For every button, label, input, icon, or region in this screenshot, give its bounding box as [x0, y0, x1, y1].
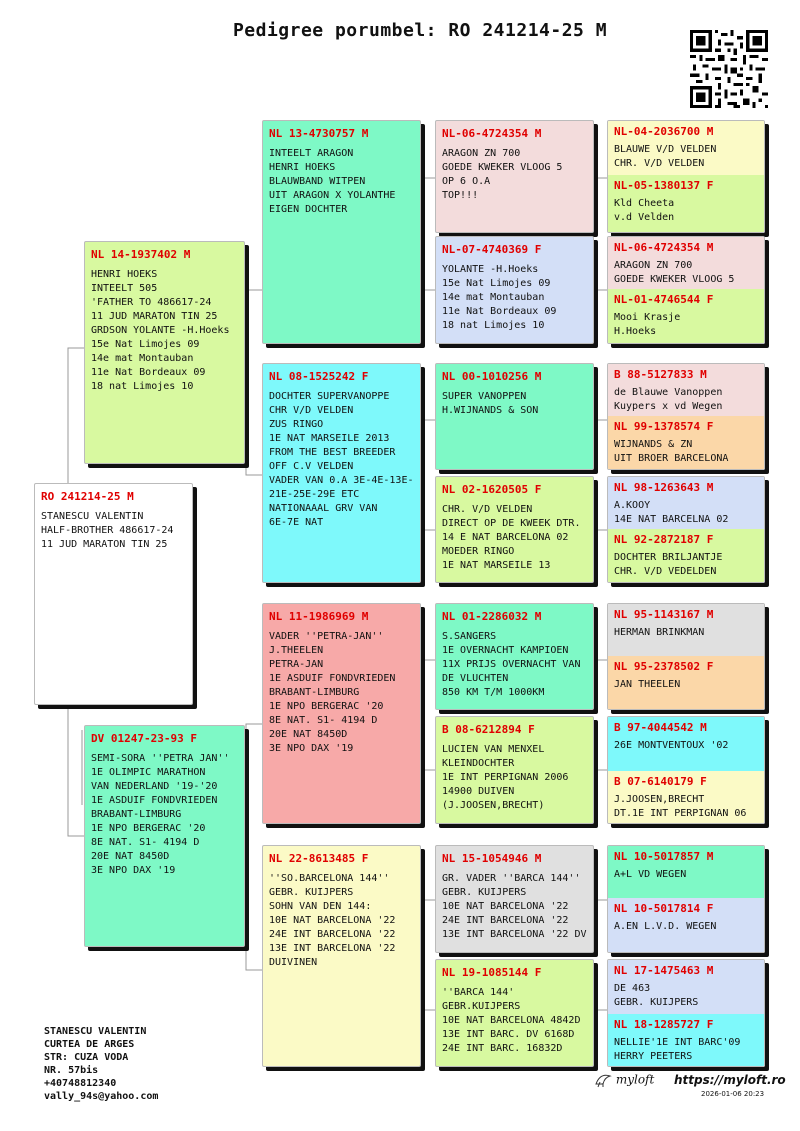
owner-line: NR. 57bis	[44, 1065, 99, 1076]
ancestor-male[interactable]	[608, 364, 764, 416]
detail-line: 14900 DUIVEN	[442, 786, 515, 797]
detail-line: 1E ASDUIF FONDVRIEDEN	[91, 795, 218, 806]
detail-line: ZUS RINGO	[269, 419, 324, 430]
detail-line: 14e mat Montauban	[91, 353, 194, 364]
owner-line: STANESCU VALENTIN	[44, 1026, 147, 1037]
detail-line: BRABANT-LIMBURG	[91, 809, 182, 820]
detail-line: ARAGON ZN 700	[614, 260, 693, 271]
ancestor-male[interactable]	[608, 960, 764, 1014]
ancestor-female[interactable]	[608, 416, 764, 469]
detail-line: SOHN VAN DEN 144:	[269, 901, 372, 912]
ancestor-female[interactable]	[608, 656, 764, 709]
detail-line: ''BARCA 144'	[442, 987, 515, 998]
detail-line: OFF C.V VELDEN	[269, 461, 354, 472]
detail-line: STANESCU VALENTIN	[41, 511, 144, 522]
great-grandparent-card[interactable]	[435, 236, 594, 344]
grandparent-card[interactable]	[262, 120, 421, 344]
detail-line: CHR. V/D VELDEN	[442, 504, 533, 515]
detail-line: 24E INT BARC. 16832D	[442, 1043, 563, 1054]
ancestor-female[interactable]	[608, 529, 764, 582]
ancestor-pair-card[interactable]	[607, 716, 765, 824]
detail-line: EIGEN DOCHTER	[269, 204, 348, 215]
detail-line: DT.1E INT PERPIGNAN 06	[614, 808, 747, 819]
detail-line: CHR. V/D VELDEN	[614, 158, 705, 169]
detail-line: 13E INT BARCELONA '22 DV	[442, 929, 587, 940]
detail-line: 18 nat Limojes 10	[442, 320, 545, 331]
detail-line: UIT BROER BARCELONA	[614, 453, 729, 464]
detail-line: 15e Nat Limojes 09	[442, 278, 551, 289]
detail-line: 1E NPO BERGERAC '20	[91, 823, 206, 834]
ring-number: NL 01-2286032 M	[442, 610, 542, 623]
ring-number: NL-07-4740369 F	[442, 243, 542, 256]
ring-number: NL 08-1525242 F	[269, 370, 369, 383]
detail-line: BRABANT-LIMBURG	[269, 687, 360, 698]
ring-number: B 08-6212894 F	[442, 723, 535, 736]
detail-line: ARAGON ZN 700	[442, 148, 521, 159]
great-grandparent-card[interactable]	[435, 476, 594, 583]
detail-line: 10E NAT BARCELONA 4842D	[442, 1015, 581, 1026]
ancestor-male[interactable]	[608, 846, 764, 898]
detail-line: 1E OVERNACHT KAMPIOEN	[442, 645, 569, 656]
qr-code-icon	[690, 30, 768, 108]
ring-number: NL-06-4724354 M	[614, 241, 714, 254]
ring-number: NL-01-4746544 F	[614, 293, 714, 306]
ring-number: NL 13-4730757 M	[269, 127, 369, 140]
ring-number: RO 241214-25 M	[41, 490, 134, 503]
detail-line: 'FATHER TO 486617-24	[91, 297, 212, 308]
ancestor-male[interactable]	[608, 717, 764, 771]
detail-line: Kuypers x vd Wegen	[614, 401, 723, 412]
ring-number: NL 02-1620505 F	[442, 483, 542, 496]
detail-line: GOEDE KWEKER VLOOG 5	[442, 162, 563, 173]
print-date: 2026-01-06 20:23	[701, 1090, 765, 1098]
grandparent-card[interactable]	[262, 363, 421, 583]
detail-line: LUCIEN VAN MENXEL	[442, 744, 545, 755]
detail-line: 10E NAT BARCELONA '22	[442, 901, 569, 912]
detail-line: H.WIJNANDS & SON	[442, 405, 539, 416]
detail-line: GRDSON YOLANTE -H.Hoeks	[91, 325, 230, 336]
detail-line: A.EN L.V.D. WEGEN	[614, 921, 717, 932]
ancestor-female[interactable]	[608, 898, 764, 952]
detail-line: NATIONAAAL GRV VAN	[269, 503, 378, 514]
owner-line: +40748812340	[44, 1078, 117, 1089]
great-grandparent-card[interactable]	[435, 603, 594, 710]
detail-line: 14e mat Montauban	[442, 292, 545, 303]
detail-line: CHR V/D VELDEN	[269, 405, 354, 416]
detail-line: TOP!!!	[442, 190, 479, 201]
detail-line: FROM THE BEST BREEDER	[269, 447, 396, 458]
ancestor-female[interactable]	[608, 289, 764, 343]
detail-line: 18 nat Limojes 10	[91, 381, 194, 392]
detail-line: 1E ASDUIF FONDVRIEDEN	[269, 673, 396, 684]
ring-number: NL 18-1285727 F	[614, 1018, 714, 1031]
detail-line: 24E INT BARCELONA '22	[442, 915, 569, 926]
great-grandparent-card[interactable]	[435, 959, 594, 1067]
detail-line: v.d Velden	[614, 212, 675, 223]
great-grandparent-card[interactable]	[435, 120, 594, 233]
detail-line: 15e Nat Limojes 09	[91, 339, 200, 350]
ring-number: NL 98-1263643 M	[614, 481, 714, 494]
detail-line: 850 KM T/M 1000KM	[442, 687, 545, 698]
ring-number: NL 10-5017814 F	[614, 902, 714, 915]
detail-line: OP 6 O.A	[442, 176, 491, 187]
detail-line: DE 463	[614, 983, 651, 994]
detail-line: CHR. V/D VEDELDEN	[614, 566, 717, 577]
detail-line: DOCHTER SUPERVANOPPE	[269, 391, 390, 402]
detail-line: 13E INT BARCELONA '22	[269, 943, 396, 954]
detail-line: DE VLUCHTEN	[442, 673, 509, 684]
ancestor-female[interactable]	[608, 1014, 764, 1066]
detail-line: GR. VADER ''BARCA 144''	[442, 873, 581, 884]
detail-line: 11 JUD MARATON TIN 25	[91, 311, 218, 322]
ring-number: NL 92-2872187 F	[614, 533, 714, 546]
detail-line: 20E NAT 8450D	[91, 851, 170, 862]
dam-card[interactable]	[84, 725, 245, 947]
ancestor-pair-card[interactable]	[607, 845, 765, 953]
ring-number: NL-06-4724354 M	[442, 127, 542, 140]
ring-number: B 88-5127833 M	[614, 368, 707, 381]
detail-line: VADER ''PETRA-JAN''	[269, 631, 384, 642]
detail-line: 21E-25E-29E ETC	[269, 489, 360, 500]
detail-line: 8E NAT. S1- 4194 D	[91, 837, 200, 848]
detail-line: 24E INT BARCELONA '22	[269, 929, 396, 940]
great-grandparent-card[interactable]	[435, 845, 594, 953]
detail-line: YOLANTE -H.Hoeks	[442, 264, 539, 275]
owner-line: vally_94s@yahoo.com	[44, 1091, 159, 1102]
detail-line: SUPER VANOPPEN	[442, 391, 527, 402]
ring-number: NL 10-5017857 M	[614, 850, 714, 863]
ancestor-pair-card[interactable]	[607, 603, 765, 710]
great-grandparent-card[interactable]	[435, 363, 594, 470]
detail-line: 1E OLIMPIC MARATHON	[91, 767, 206, 778]
great-grandparent-card[interactable]	[435, 716, 594, 824]
detail-line: GEBR.KUIJPERS	[442, 1001, 521, 1012]
detail-line: Kld Cheeta	[614, 198, 675, 209]
detail-line: 11X PRIJS OVERNACHT VAN	[442, 659, 581, 670]
detail-line: HERMAN BRINKMAN	[614, 627, 705, 638]
detail-line: 1E INT PERPIGNAN 2006	[442, 772, 569, 783]
detail-line: 11e Nat Bordeaux 09	[442, 306, 557, 317]
detail-line: PETRA-JAN	[269, 659, 324, 670]
detail-line: 10E NAT BARCELONA '22	[269, 915, 396, 926]
detail-line: 6E-7E NAT	[269, 517, 324, 528]
detail-line: MOEDER RINGO	[442, 546, 515, 557]
ring-number: NL 95-1143167 M	[614, 608, 714, 621]
grandparent-card[interactable]	[262, 603, 421, 824]
detail-line: H.Hoeks	[614, 326, 657, 337]
detail-line: INTEELT 505	[91, 283, 158, 294]
ancestor-pair-card[interactable]	[607, 476, 765, 583]
ring-number: NL 17-1475463 M	[614, 964, 714, 977]
detail-line: J.JOOSEN,BRECHT	[614, 794, 705, 805]
ancestor-male[interactable]	[608, 604, 764, 656]
ancestor-male[interactable]	[608, 237, 764, 289]
detail-line: JAN THEELEN	[614, 679, 681, 690]
detail-line: HENRI HOEKS	[269, 162, 336, 173]
detail-line: 1E NAT MARSEILE 2013	[269, 433, 390, 444]
owner-line: CURTEA DE ARGES	[44, 1039, 135, 1050]
detail-line: DIRECT OP DE KWEEK DTR.	[442, 518, 581, 529]
ring-number: B 97-4044542 M	[614, 721, 707, 734]
ring-number: NL 14-1937402 M	[91, 248, 191, 261]
detail-line: ''SO.BARCELONA 144''	[269, 873, 390, 884]
detail-line: J.THEELEN	[269, 645, 324, 656]
ancestor-pair-card[interactable]	[607, 959, 765, 1067]
detail-line: de Blauwe Vanoppen	[614, 387, 723, 398]
detail-line: 14 E NAT BARCELONA 02	[442, 532, 569, 543]
ancestor-female[interactable]	[608, 771, 764, 823]
detail-line: SEMI-SORA ''PETRA JAN''	[91, 753, 230, 764]
detail-line: Mooi Krasje	[614, 312, 681, 323]
detail-line: 11e Nat Bordeaux 09	[91, 367, 206, 378]
sire-card[interactable]	[84, 241, 245, 464]
ring-number: NL-04-2036700 M	[614, 125, 714, 138]
detail-line: 1E NAT MARSEILE 13	[442, 560, 551, 571]
ring-number: NL 11-1986969 M	[269, 610, 369, 623]
ancestor-male[interactable]	[608, 477, 764, 529]
detail-line: WIJNANDS & ZN	[614, 439, 693, 450]
detail-line: GEBR. KUIJPERS	[442, 887, 527, 898]
detail-line: HENRI HOEKS	[91, 269, 158, 280]
detail-line: GOEDE KWEKER VLOOG 5	[614, 274, 735, 285]
detail-line: VADER VAN 0.A 3E-4E-13E-	[269, 475, 414, 486]
detail-line: INTEELT ARAGON	[269, 148, 354, 159]
ring-number: NL 95-2378502 F	[614, 660, 714, 673]
logo-text: myloft	[615, 1072, 655, 1087]
detail-line: (J.JOOSEN,BRECHT)	[442, 800, 545, 811]
detail-line: HERRY PEETERS	[614, 1051, 693, 1062]
detail-line: 8E NAT. S1- 4194 D	[269, 715, 378, 726]
ring-number: NL 19-1085144 F	[442, 966, 542, 979]
ring-number: NL 15-1054946 M	[442, 852, 542, 865]
detail-line: 1E NPO BERGERAC '20	[269, 701, 384, 712]
ancestor-male[interactable]	[608, 121, 764, 175]
ancestor-pair-card[interactable]	[607, 363, 765, 470]
detail-line: 11 JUD MARATON TIN 25	[41, 539, 168, 550]
detail-line: 26E MONTVENTOUX '02	[614, 740, 729, 751]
detail-line: GEBR. KUIJPERS	[614, 997, 699, 1008]
detail-line: HALF-BROTHER 486617-24	[41, 525, 174, 536]
ancestor-pair-card[interactable]	[607, 120, 765, 233]
detail-line: DOCHTER BRILJANTJE	[614, 552, 723, 563]
detail-line: 3E NPO DAX '19	[269, 743, 354, 754]
detail-line: GEBR. KUIJPERS	[269, 887, 354, 898]
detail-line: 14E NAT BARCELNA 02	[614, 514, 729, 525]
detail-line: KLEINDOCHTER	[442, 758, 515, 769]
ring-number: NL 22-8613485 F	[269, 852, 369, 865]
detail-line: DUIVINEN	[269, 957, 318, 968]
detail-line: BLAUWE V/D VELDEN	[614, 144, 717, 155]
ancestor-pair-card[interactable]	[607, 236, 765, 344]
pigeon-icon	[594, 1072, 612, 1088]
detail-line: BLAUWBAND WITPEN	[269, 176, 366, 187]
grandparent-card[interactable]	[262, 845, 421, 1067]
myloft-logo	[594, 1072, 654, 1088]
detail-line: UIT ARAGON X YOLANTHE	[269, 190, 396, 201]
detail-line: A.KOOY	[614, 500, 651, 511]
site-link[interactable]: https://myloft.ro	[674, 1073, 786, 1087]
detail-line: VAN NEDERLAND '19-'20	[91, 781, 218, 792]
detail-line: 20E NAT 8450D	[269, 729, 348, 740]
ring-number: NL 99-1378574 F	[614, 420, 714, 433]
ring-number: NL 00-1010256 M	[442, 370, 542, 383]
detail-line: 13E INT BARC. DV 6168D	[442, 1029, 575, 1040]
detail-line: S.SANGERS	[442, 631, 497, 642]
page-title: Pedigree porumbel: RO 241214-25 M	[232, 20, 608, 41]
ring-number: DV 01247-23-93 F	[91, 732, 197, 745]
ancestor-female[interactable]	[608, 175, 764, 232]
detail-line: A+L VD WEGEN	[614, 869, 687, 880]
detail-line: NELLIE'1E INT BARC'09	[614, 1037, 741, 1048]
detail-line: 3E NPO DAX '19	[91, 865, 176, 876]
owner-line: STR: CUZA VODA	[44, 1052, 129, 1063]
subject-card[interactable]	[34, 483, 193, 705]
owner-info	[44, 1025, 158, 1103]
ring-number: B 07-6140179 F	[614, 775, 707, 788]
ring-number: NL-05-1380137 F	[614, 179, 714, 192]
